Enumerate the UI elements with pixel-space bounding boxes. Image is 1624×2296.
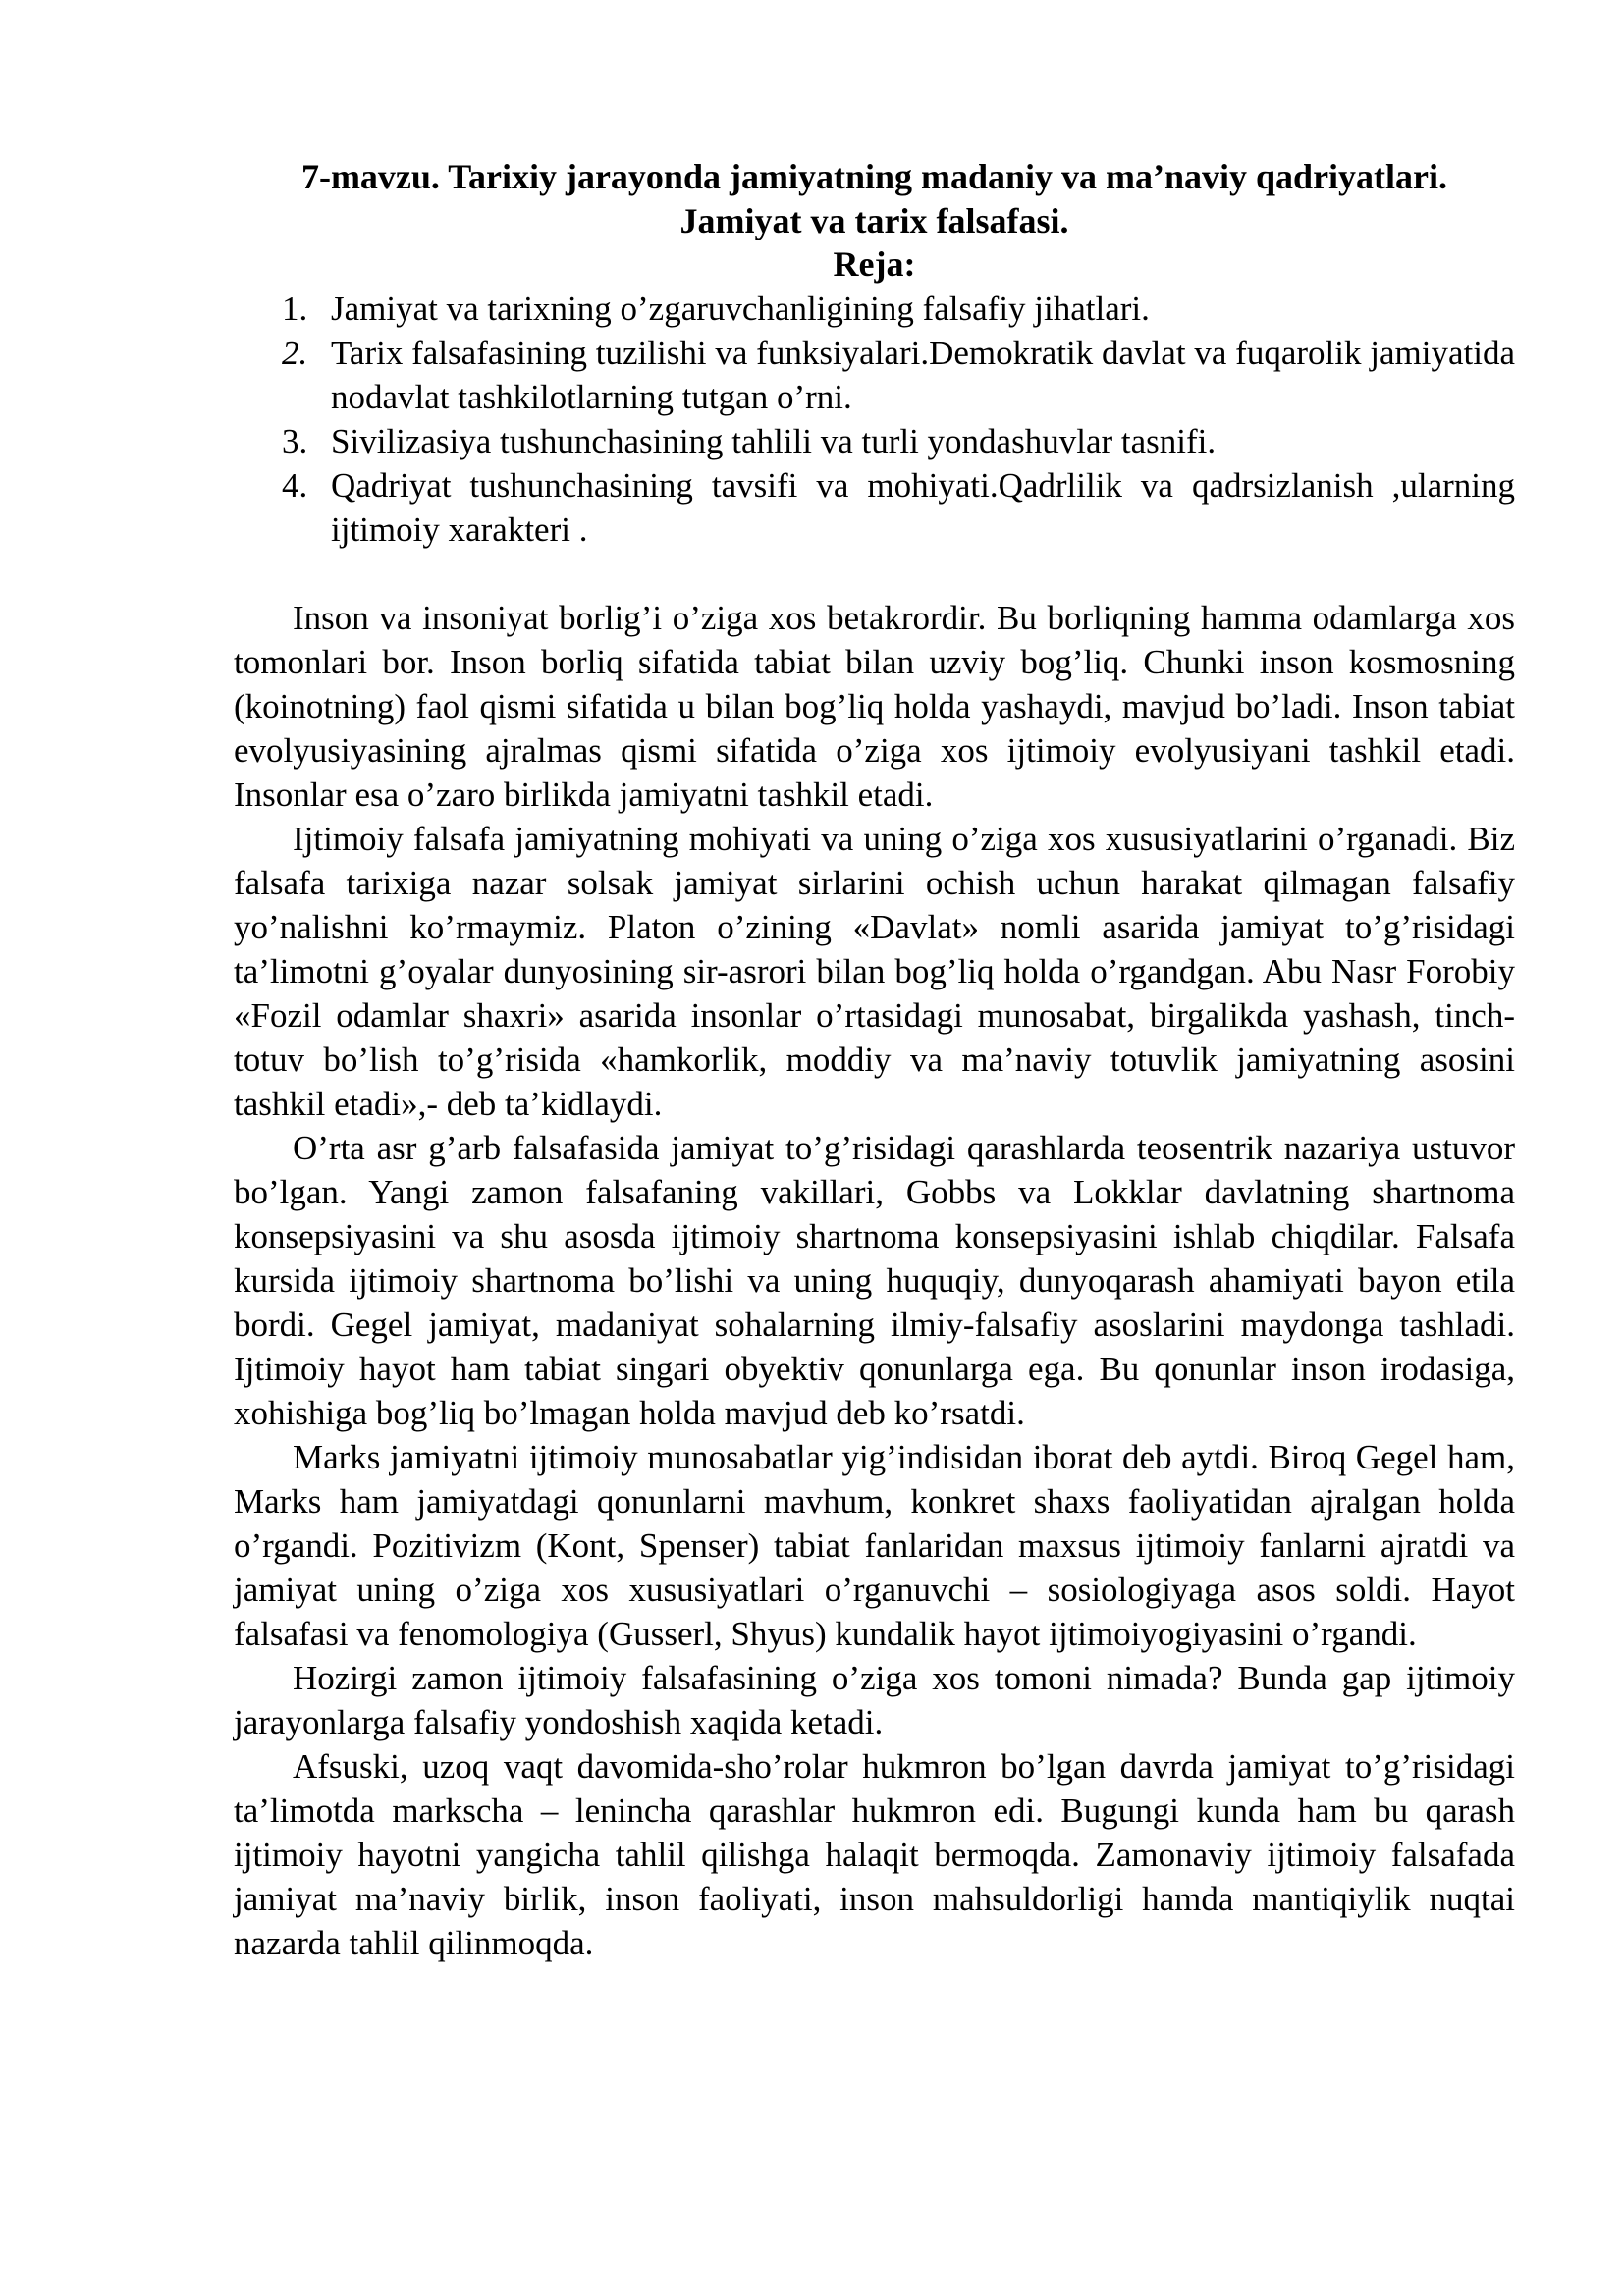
plan-list — [234, 287, 1515, 552]
body-paragraph: Ijtimoiy falsafa jamiyatning mohiyati va uning o’ziga xos xususiyatlarini o’rganadi. Biz falsafa tarixiga nazar solsak jamiyat sirlarini ochish uchun harakat qilmagan falsafiy yo’nalishni ko’rmaymiz. Platon o’zining «Davlat» nomli asarida jamiyat to’g’risidagi ta’limotni g’oyalar dunyosining sir-asrori bilan bog’liq holda o’rgandgan. Abu Nasr Forobiy «Fozil odamlar shaxri» asarida insonlar o’rtasidagi munosabat, birgalikda yashash, tinch-totuv bo’lish to’g’risida «hamkorlik, moddiy va ma’naviy totuvlik jamiyatning asosini tashkil etadi»,- deb ta’kidlaydi. — [234, 819, 1515, 1123]
plan-item-text: Tarix falsafasining tuzilishi va funksiyalari.Demokratik davlat va fuqarolik jamiyatida nodavlat tashkilotlarning tutgan o’rni. — [331, 333, 1515, 416]
plan-item-number: 1. — [282, 289, 308, 328]
plan-item — [234, 463, 1515, 552]
document-content — [234, 155, 1515, 1965]
body-paragraph: Afsuski, uzoq vaqt davomida-sho’rolar hukmron bo’lgan davrda jamiyat to’g’risidagi ta’limotda markscha – lenincha qarashlar hukmron edi. Bugungi kunda ham bu qarash ijtimoiy hayotni yangicha tahlil qilishga halaqit bermoqda. Zamonaviy ijtimoiy falsafada jamiyat ma’naviy birlik, inson faoliyati, inson mahsuldorligi hamda mantiqiylik nuqtai nazarda tahlil qilinmoqda. — [234, 1746, 1515, 1962]
plan-item — [234, 287, 1515, 331]
title-line-1: 7-mavzu. Tarixiy jarayonda jamiyatning madaniy va ma’naviy qadriyatlari. — [300, 157, 1448, 196]
plan-item-text: Sivilizasiya tushunchasining tahlili va turli yondashuvlar tasnifi. — [331, 421, 1217, 460]
body-paragraph: O’rta asr g’arb falsafasida jamiyat to’g’risidagi qarashlarda teosentrik nazariya ustuvor bo’lgan. Yangi zamon falsafaning vakillari, Gobbs va Lokklar davlatning shartnoma konsepsiyasini va shu asosda ijtimoiy shartnoma konsepsiyasini ishlab chiqdilar. Falsafa kursida ijtimoiy shartnoma bo’lishi va uning huquqiy, dunyoqarash ahamiyati bayon etila bordi. Gegel jamiyat, madaniyat sohalarning ilmiy-falsafiy asoslarini maydonga tashladi. Ijtimoiy hayot ham tabiat singari obyektiv qonunlarga ega. Bu qonunlar inson irodasiga, xohishiga bog’liq bo’lmagan holda mavjud deb ko’rsatdi. — [234, 1128, 1515, 1432]
body-paragraph: Inson va insoniyat borlig’i o’ziga xos betakrordir. Bu borliqning hamma odamlarga xos tomonlari bor. Inson borliq sifatida tabiat bilan uzviy bog’liq. Chunki inson kosmosning (koinotning) faol qismi sifatida u bilan bog’liq holda yashaydi, mavjud bo’ladi. Inson tabiat evolyusiyasining ajralmas qismi sifatida o’ziga xos ijtimoiy evolyusiyani tashkil etadi. Insonlar esa o’zaro birlikda jamiyatni tashkil etadi. — [234, 598, 1515, 814]
title-line-2: Jamiyat va tarix falsafasi. — [679, 200, 1069, 240]
section-spacer — [234, 552, 1515, 596]
plan-item-text: Jamiyat va tarixning o’zgaruvchanligining falsafiy jihatlari. — [331, 289, 1150, 328]
plan-item-number: 3. — [282, 421, 308, 460]
plan-item-number: 4. — [282, 465, 308, 505]
plan-item — [234, 331, 1515, 419]
plan-item-text: Qadriyat tushunchasining tavsifi va mohiyati.Qadrlilik va qadrsizlanish ,ularning ijtimoiy xarakteri . — [331, 465, 1515, 549]
plan-heading: Reja: — [833, 244, 916, 284]
body-paragraph: Hozirgi zamon ijtimoiy falsafasining o’ziga xos tomoni nimada? Bunda gap ijtimoiy jarayonlarga falsafiy yondoshish xaqida ketadi. — [234, 1658, 1515, 1741]
document-title — [234, 155, 1515, 242]
plan-item — [234, 419, 1515, 463]
body-paragraph: Marks jamiyatni ijtimoiy munosabatlar yig’indisidan iborat deb aytdi. Biroq Gegel ham, Marks ham jamiyatdagi qonunlarni mavhum, konkret shaxs faoliyatidan ajralgan holda o’rgandi. Pozitivizm (Kont, Spenser) tabiat fanlaridan maxsus ijtimoiy fanlarni ajratdi va jamiyat uning o’ziga xos xususiyatlari o’rganuvchi – sosiologiyaga asos soldi. Hayot falsafasi va fenomologiya (Gusserl, Shyus) kundalik hayot ijtimoiyogiyasini o’rgandi. — [234, 1437, 1515, 1653]
plan-item-number: 2. — [282, 333, 308, 372]
